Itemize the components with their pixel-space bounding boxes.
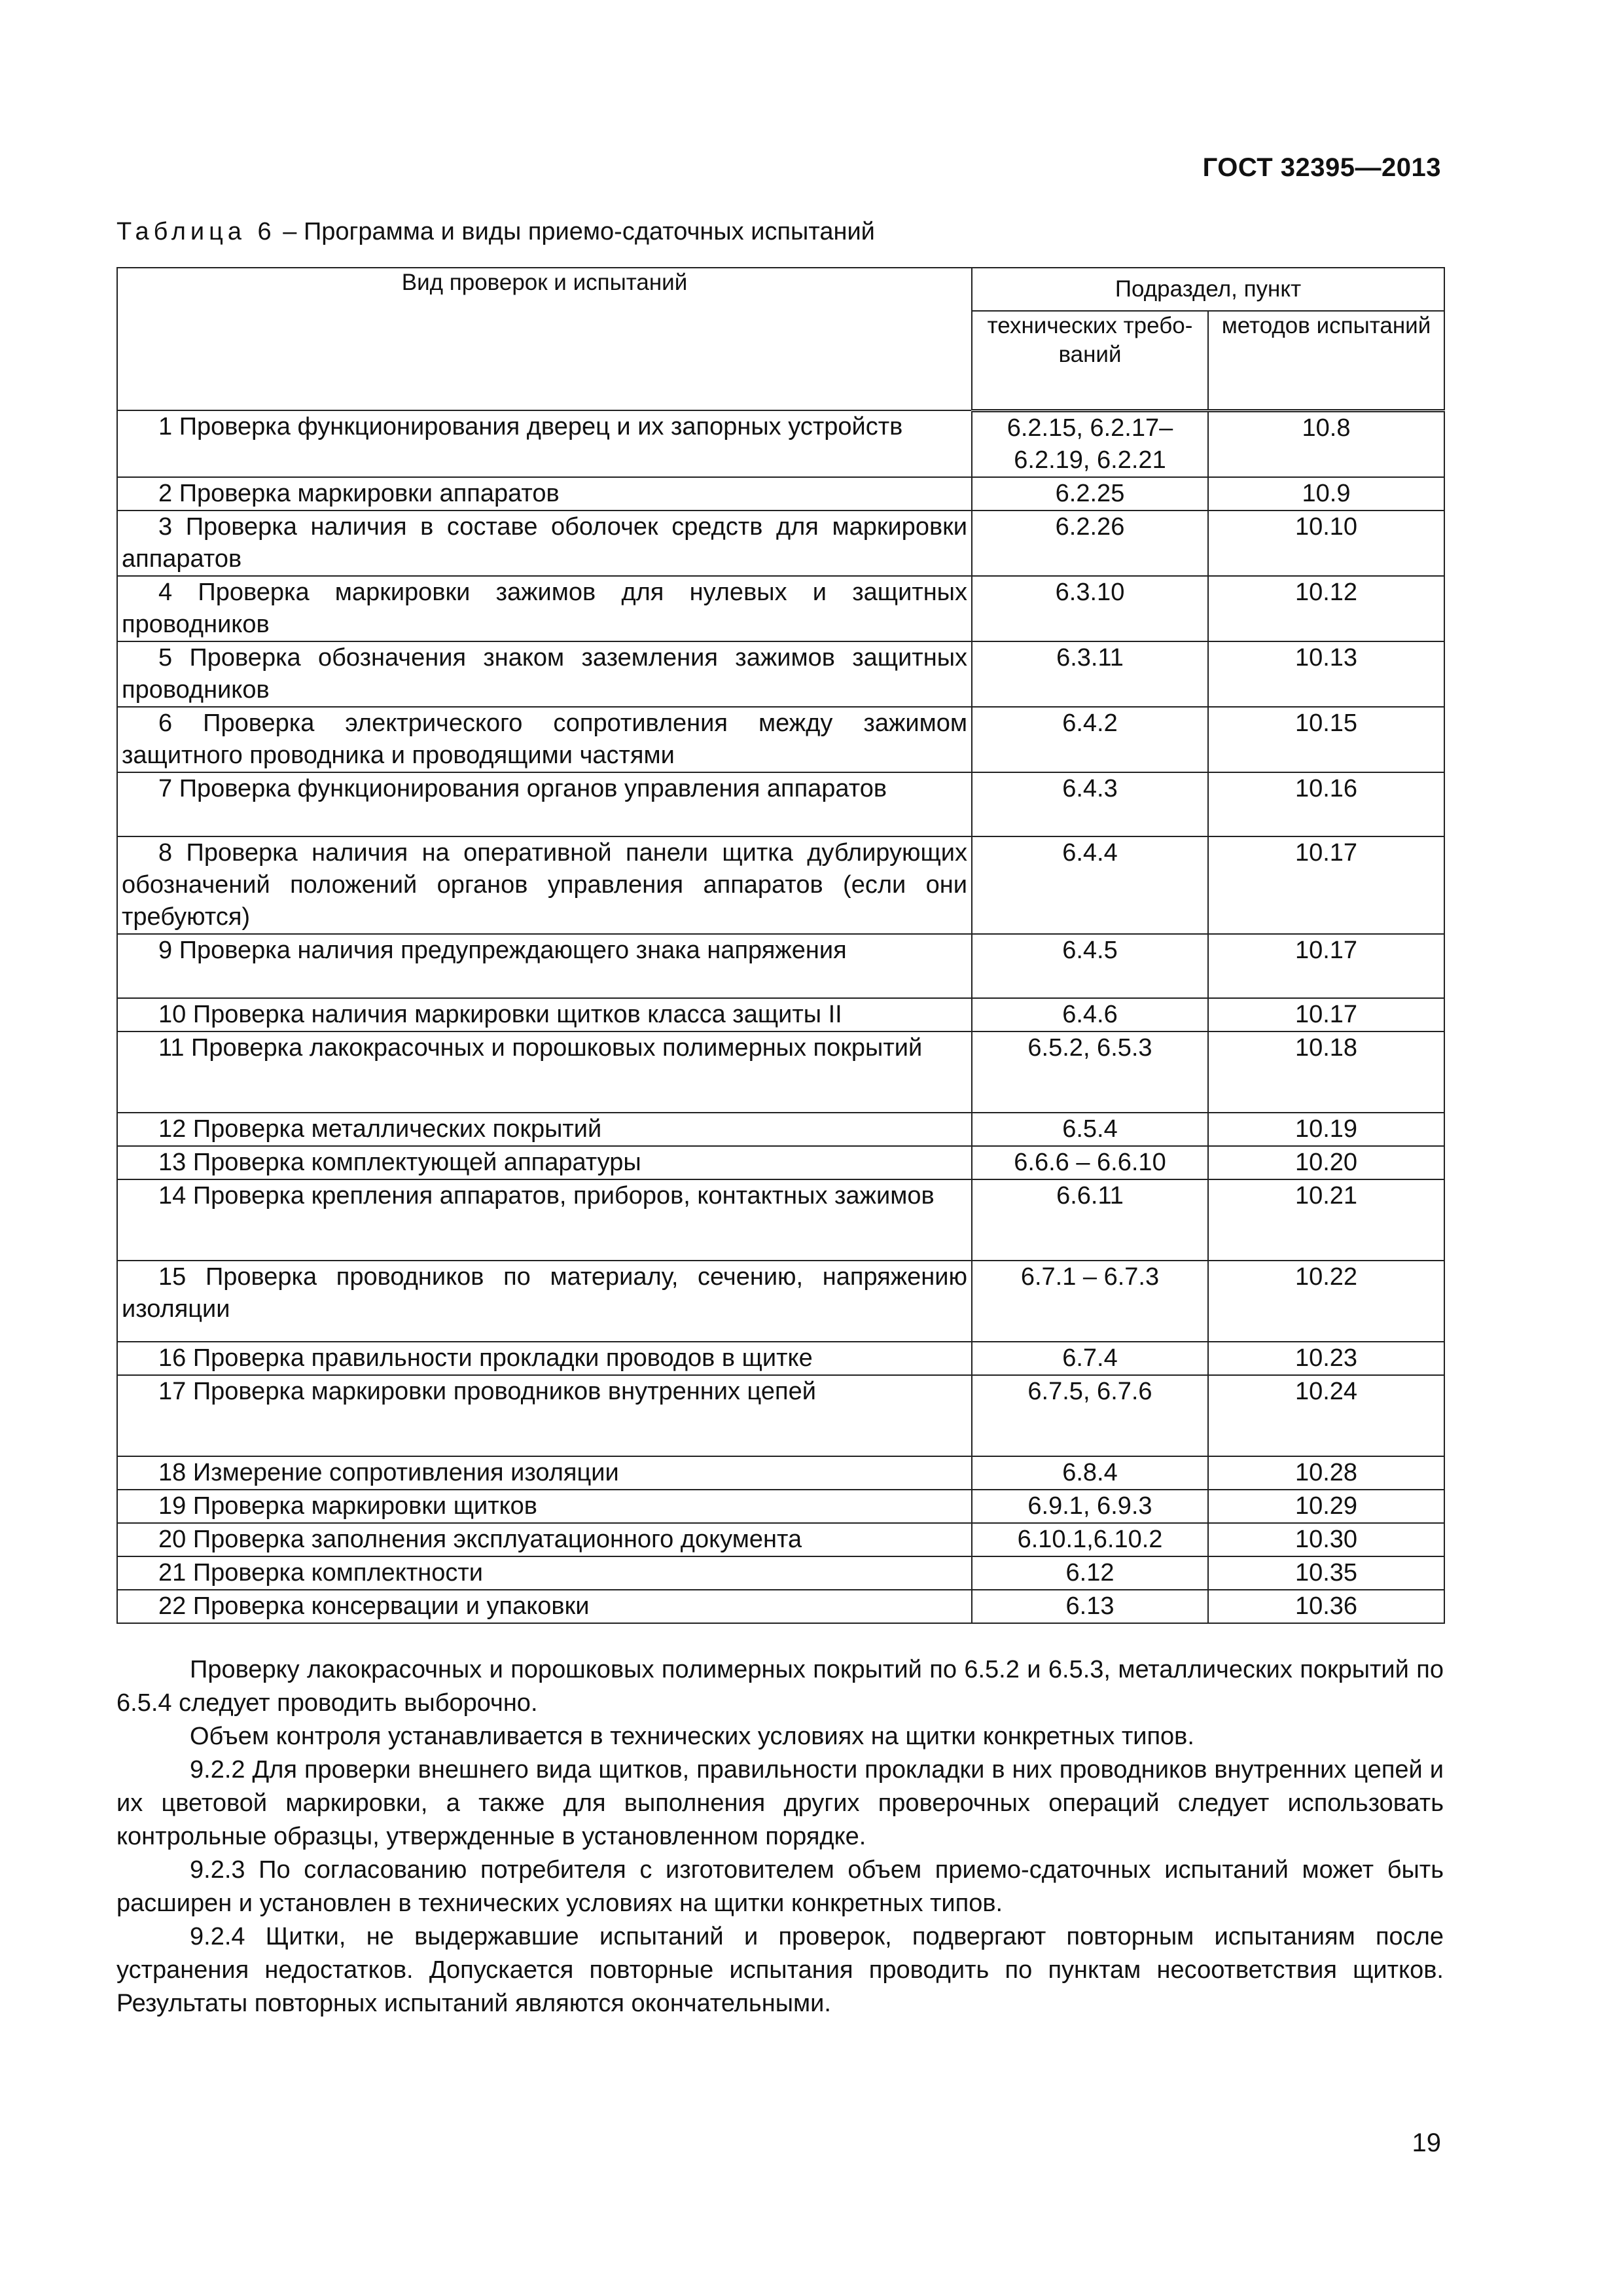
table-caption <box>116 218 875 246</box>
row-name-cell <box>117 410 972 477</box>
row-title: Проверка маркировки аппаратов <box>179 479 560 507</box>
row-tech-cell: 6.10.1,6.10.2 <box>972 1523 1208 1556</box>
row-tech-cell: 6.3.11 <box>972 641 1208 707</box>
row-method-cell: 10.17 <box>1208 998 1444 1031</box>
row-method-cell: 10.20 <box>1208 1146 1444 1179</box>
row-title: Измерение сопротивления изоляции <box>192 1458 619 1486</box>
table-row <box>117 1456 1444 1490</box>
row-name-cell <box>117 998 972 1031</box>
table-row <box>117 836 1444 934</box>
table-row <box>117 934 1444 998</box>
row-name-cell <box>117 934 972 998</box>
row-title: Проверка электрического сопротивления между зажимом защитного проводника и проводящими частями <box>122 709 967 769</box>
row-title: Проверка заполнения эксплуатационного документа <box>192 1525 802 1553</box>
row-method-cell: 10.22 <box>1208 1261 1444 1342</box>
row-tech-cell: 6.7.5, 6.7.6 <box>972 1375 1208 1456</box>
paragraph: 9.2.4 Щитки, не выдержавшие испытаний и проверок, подвергают повторным испытаниям после устранения недостатков. Допускается повторные испытания проводить по пунктам несоответствия щитков. Результаты повторных испытаний являются окончательными. <box>116 1923 1444 2017</box>
row-number: 21 <box>158 1558 187 1587</box>
row-number: 17 <box>158 1377 187 1405</box>
row-tech-cell: 6.7.1 – 6.7.3 <box>972 1261 1208 1342</box>
row-number: 19 <box>158 1492 187 1520</box>
row-tech-cell: 6.5.2, 6.5.3 <box>972 1031 1208 1113</box>
row-number: 16 <box>158 1344 187 1372</box>
table-row <box>117 477 1444 511</box>
row-title: Проверка консервации и упаковки <box>192 1592 590 1620</box>
row-name-cell <box>117 1375 972 1456</box>
table-row <box>117 1490 1444 1523</box>
row-title: Проверка комплектующей аппаратуры <box>192 1148 641 1176</box>
paragraph: Объем контроля устанавливается в технических условиях на щитки конкретных типов. <box>190 1723 1194 1750</box>
row-number: 8 <box>158 838 173 867</box>
row-name-cell <box>117 511 972 576</box>
table-caption-text: Программа и виды приемо-сдаточных испытаний <box>303 218 875 245</box>
paragraph: 9.2.3 По согласованию потребителя с изготовителем объем приемо-сдаточных испытаний может быть расширен и установлен в технических условиях на щитки конкретных типов. <box>116 1856 1444 1917</box>
row-tech-cell: 6.2.26 <box>972 511 1208 576</box>
row-title: Проверка проводников по материалу, сечению, напряжению изоляции <box>122 1263 968 1323</box>
row-title: Проверка наличия в составе оболочек средств для маркировки аппаратов <box>122 512 967 573</box>
row-title: Проверка маркировки щитков <box>192 1492 537 1520</box>
row-name-cell <box>117 641 972 707</box>
row-number: 10 <box>158 1000 187 1028</box>
table-row <box>117 1031 1444 1113</box>
paragraph: Проверку лакокрасочных и порошковых полимерных покрытий по 6.5.2 и 6.5.3, металлических покрытий по 6.5.4 следует проводить выборочно. <box>116 1656 1444 1717</box>
table-row <box>117 410 1444 477</box>
row-tech-cell: 6.4.4 <box>972 836 1208 934</box>
row-method-cell: 10.35 <box>1208 1556 1444 1590</box>
row-title: Проверка наличия предупреждающего знака напряжения <box>179 936 847 964</box>
row-name-cell <box>117 576 972 641</box>
row-number: 13 <box>158 1148 187 1176</box>
table-row <box>117 641 1444 707</box>
table-caption-dash: – <box>283 218 297 245</box>
row-method-cell: 10.17 <box>1208 836 1444 934</box>
table-row <box>117 1179 1444 1261</box>
table-row <box>117 707 1444 772</box>
row-number: 9 <box>158 936 173 964</box>
row-number: 3 <box>158 512 173 541</box>
table-row <box>117 576 1444 641</box>
column-header-tech: технических требо-ваний <box>972 311 1208 410</box>
column-header-name: Вид проверок и испытаний <box>117 268 972 410</box>
row-tech-cell: 6.4.3 <box>972 772 1208 836</box>
row-tech-cell: 6.4.2 <box>972 707 1208 772</box>
row-method-cell: 10.28 <box>1208 1456 1444 1490</box>
row-tech-cell: 6.6.11 <box>972 1179 1208 1261</box>
row-number: 15 <box>158 1263 187 1291</box>
row-name-cell <box>117 772 972 836</box>
row-name-cell <box>117 836 972 934</box>
row-number: 1 <box>158 413 173 440</box>
row-tech-cell: 6.2.15, 6.2.17–6.2.19, 6.2.21 <box>972 410 1208 477</box>
table-row <box>117 1261 1444 1342</box>
row-name-cell <box>117 1556 972 1590</box>
row-name-cell <box>117 1523 972 1556</box>
column-header-group: Подраздел, пункт <box>972 268 1444 311</box>
row-tech-cell: 6.2.25 <box>972 477 1208 511</box>
row-name-cell <box>117 1031 972 1113</box>
body-text <box>116 1653 1444 2020</box>
row-title: Проверка лакокрасочных и порошковых полимерных покрытий <box>191 1033 923 1062</box>
table-row <box>117 1113 1444 1146</box>
row-number: 14 <box>158 1181 187 1210</box>
row-number: 11 <box>158 1033 185 1062</box>
row-method-cell: 10.36 <box>1208 1590 1444 1623</box>
row-tech-cell: 6.7.4 <box>972 1342 1208 1375</box>
row-title: Проверка наличия маркировки щитков класса защиты II <box>192 1000 842 1028</box>
row-method-cell: 10.9 <box>1208 477 1444 511</box>
row-method-cell: 10.30 <box>1208 1523 1444 1556</box>
row-name-cell <box>117 1179 972 1261</box>
row-title: Проверка обозначения знаком заземления зажимов защитных проводников <box>122 643 968 704</box>
row-number: 20 <box>158 1525 187 1553</box>
row-tech-cell: 6.12 <box>972 1556 1208 1590</box>
row-number: 7 <box>158 774 173 802</box>
row-title: Проверка функционирования органов управления аппаратов <box>179 774 887 802</box>
table-body <box>117 410 1444 1623</box>
row-name-cell <box>117 1113 972 1146</box>
table-row <box>117 772 1444 836</box>
row-title: Проверка металлических покрытий <box>192 1115 602 1143</box>
table-row <box>117 511 1444 576</box>
row-tech-cell: 6.6.6 – 6.6.10 <box>972 1146 1208 1179</box>
row-tech-cell: 6.13 <box>972 1590 1208 1623</box>
row-name-cell <box>117 1590 972 1623</box>
page-number: 19 <box>1412 2128 1441 2157</box>
row-method-cell: 10.18 <box>1208 1031 1444 1113</box>
table-row <box>117 1523 1444 1556</box>
row-method-cell: 10.24 <box>1208 1375 1444 1456</box>
row-tech-cell: 6.9.1, 6.9.3 <box>972 1490 1208 1523</box>
row-name-cell <box>117 1342 972 1375</box>
row-method-cell: 10.15 <box>1208 707 1444 772</box>
row-title: Проверка функционирования дверец и их запорных устройств <box>179 413 903 440</box>
row-tech-cell: 6.3.10 <box>972 576 1208 641</box>
column-header-methods: методов испытаний <box>1208 311 1444 410</box>
row-name-cell <box>117 477 972 511</box>
table-row <box>117 1146 1444 1179</box>
table-row <box>117 1590 1444 1623</box>
inspection-table <box>116 267 1445 1624</box>
row-method-cell: 10.13 <box>1208 641 1444 707</box>
row-name-cell <box>117 1490 972 1523</box>
row-number: 4 <box>158 578 173 606</box>
document-code: ГОСТ 32395—2013 <box>1202 153 1441 182</box>
row-name-cell <box>117 1261 972 1342</box>
row-method-cell: 10.29 <box>1208 1490 1444 1523</box>
row-number: 12 <box>158 1115 187 1143</box>
row-method-cell: 10.21 <box>1208 1179 1444 1261</box>
row-method-cell: 10.12 <box>1208 576 1444 641</box>
table-caption-prefix: Таблица 6 <box>116 218 276 245</box>
row-tech-cell: 6.8.4 <box>972 1456 1208 1490</box>
paragraph: 9.2.2 Для проверки внешнего вида щитков, правильности прокладки в них проводников внутренних цепей и их цветовой маркировки, а также для выполнения других проверочных операций следует использовать контрольные образцы, утвержденные в установленном порядке. <box>116 1756 1444 1850</box>
table-row <box>117 1342 1444 1375</box>
row-name-cell <box>117 1146 972 1179</box>
row-method-cell: 10.16 <box>1208 772 1444 836</box>
row-name-cell <box>117 1456 972 1490</box>
row-method-cell: 10.19 <box>1208 1113 1444 1146</box>
row-name-cell <box>117 707 972 772</box>
table-row <box>117 998 1444 1031</box>
row-number: 18 <box>158 1458 187 1486</box>
row-number: 5 <box>158 643 173 672</box>
row-method-cell: 10.10 <box>1208 511 1444 576</box>
row-method-cell: 10.8 <box>1208 410 1444 477</box>
row-number: 6 <box>158 709 173 737</box>
row-title: Проверка наличия на оперативной панели щитка дублирующих обозначений положений органов управления аппаратов (если они требуются) <box>122 838 967 931</box>
row-title: Проверка маркировки проводников внутренних цепей <box>192 1377 816 1405</box>
row-tech-cell: 6.4.6 <box>972 998 1208 1031</box>
row-method-cell: 10.17 <box>1208 934 1444 998</box>
table-row <box>117 1556 1444 1590</box>
row-number: 2 <box>158 479 173 507</box>
row-title: Проверка маркировки зажимов для нулевых и защитных проводников <box>122 578 967 638</box>
row-tech-cell: 6.5.4 <box>972 1113 1208 1146</box>
row-method-cell: 10.23 <box>1208 1342 1444 1375</box>
row-tech-cell: 6.4.5 <box>972 934 1208 998</box>
row-title: Проверка комплектности <box>192 1558 484 1587</box>
row-number: 22 <box>158 1592 187 1620</box>
row-title: Проверка правильности прокладки проводов в щитке <box>192 1344 813 1372</box>
row-title: Проверка крепления аппаратов, приборов, контактных зажимов <box>192 1181 935 1210</box>
table-row <box>117 1375 1444 1456</box>
